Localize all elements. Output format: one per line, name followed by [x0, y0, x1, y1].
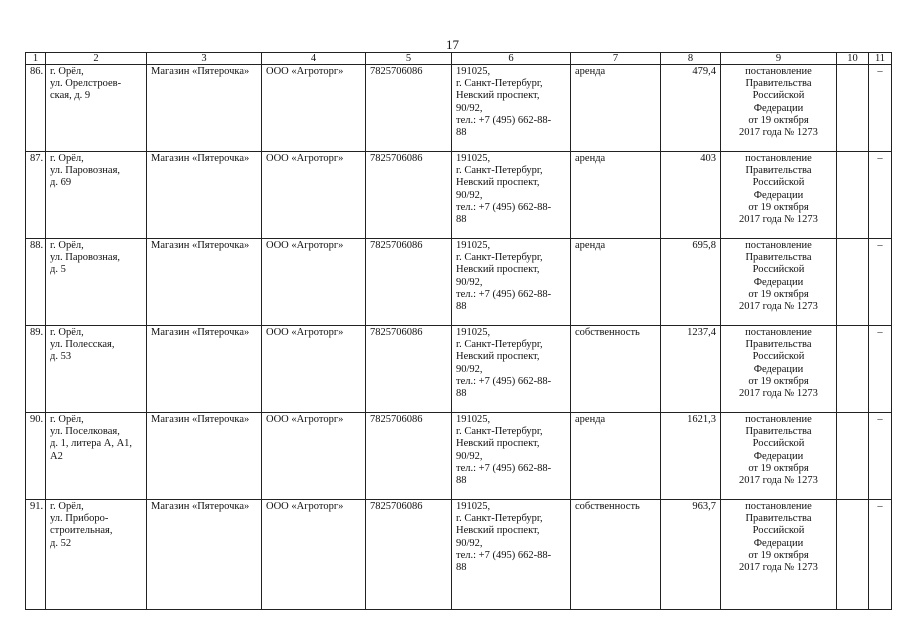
- organization-address-line: 90/92,: [456, 102, 483, 114]
- object-address: [46, 413, 147, 500]
- column-header: 11: [869, 53, 892, 65]
- organization-address-line: г. Санкт-Петербург,: [456, 78, 543, 90]
- organization-address-line: тел.: +7 (495) 662-88-: [456, 375, 552, 387]
- organization-address-line: г. Санкт-Петербург,: [456, 252, 543, 264]
- object-name: Магазин «Пятерочка»: [147, 326, 262, 413]
- ownership-type: аренда: [571, 413, 661, 500]
- object-name: Магазин «Пятерочка»: [147, 65, 262, 152]
- object-address: [46, 500, 147, 610]
- organization-name: ООО «Агроторг»: [262, 65, 366, 152]
- ownership-type: аренда: [571, 65, 661, 152]
- legal-basis-line: от 19 октября: [748, 462, 809, 474]
- organization-address-line: тел.: +7 (495) 662-88-: [456, 201, 552, 213]
- organization-address-line: 191025,: [456, 327, 491, 338]
- column-header: 4: [262, 53, 366, 65]
- area-value: 963,7: [661, 500, 721, 610]
- object-name: Магазин «Пятерочка»: [147, 239, 262, 326]
- organization-inn: 7825706086: [366, 326, 452, 413]
- organization-address-line: тел.: +7 (495) 662-88-: [456, 549, 552, 561]
- column-header: 2: [46, 53, 147, 65]
- column-10-cell: [837, 326, 869, 413]
- object-address: [46, 65, 147, 152]
- legal-basis-line: 2017 года № 1273: [739, 301, 818, 313]
- organization-inn: 7825706086: [366, 152, 452, 239]
- column-header: 3: [147, 53, 262, 65]
- organization-address: [452, 500, 571, 610]
- organization-address-line: г. Санкт-Петербург,: [456, 339, 543, 351]
- page-number: 17: [446, 37, 459, 52]
- legal-basis-line: постановление: [745, 414, 812, 425]
- organization-address-line: г. Санкт-Петербург,: [456, 513, 543, 525]
- legal-basis-line: 2017 года № 1273: [739, 127, 818, 139]
- organization-address-line: 191025,: [456, 414, 491, 425]
- organization-name: ООО «Агроторг»: [262, 413, 366, 500]
- column-header: 5: [366, 53, 452, 65]
- legal-basis-line: Правительства: [745, 426, 812, 438]
- legal-basis-line: Федерации: [753, 102, 804, 114]
- legal-basis-line: Федерации: [753, 450, 804, 462]
- table-row: [26, 152, 892, 239]
- legal-basis-line: Правительства: [745, 165, 812, 177]
- ownership-type: аренда: [571, 239, 661, 326]
- object-address-line: строительная,: [50, 525, 113, 537]
- legal-basis-line: Правительства: [745, 252, 812, 264]
- organization-address-line: 90/92,: [456, 537, 483, 549]
- organization-address: [452, 326, 571, 413]
- ownership-type: собственность: [571, 326, 661, 413]
- legal-basis-line: Российской: [752, 525, 805, 537]
- legal-basis-line: постановление: [745, 327, 812, 338]
- column-header: 10: [837, 53, 869, 65]
- legal-basis-line: Федерации: [753, 189, 804, 201]
- legal-basis-line: 2017 года № 1273: [739, 475, 818, 487]
- area-value: 479,4: [661, 65, 721, 152]
- legal-basis-line: от 19 октября: [748, 549, 809, 561]
- object-address-line: г. Орёл,: [50, 240, 84, 251]
- organization-address-line: 90/92,: [456, 276, 483, 288]
- organization-address-line: 90/92,: [456, 363, 483, 375]
- organization-address: [452, 239, 571, 326]
- row-number: 87.: [26, 152, 46, 239]
- object-address-line: ул. Паровозная,: [50, 252, 121, 264]
- organization-address-line: 90/92,: [456, 189, 483, 201]
- legal-basis: [721, 239, 837, 326]
- ownership-type: собственность: [571, 500, 661, 610]
- object-name: Магазин «Пятерочка»: [147, 152, 262, 239]
- legal-basis-line: 2017 года № 1273: [739, 388, 818, 400]
- organization-address-line: г. Санкт-Петербург,: [456, 165, 543, 177]
- object-address-line: ул. Орелстроев-: [50, 78, 122, 90]
- object-address-line: д. 53: [50, 351, 72, 363]
- object-address-line: д. 69: [50, 177, 72, 189]
- object-address-line: ул. Полесская,: [50, 339, 115, 351]
- legal-basis-line: от 19 октября: [748, 114, 809, 126]
- object-address-line: г. Орёл,: [50, 414, 84, 425]
- column-11-cell: –: [869, 65, 892, 152]
- legal-basis-line: Правительства: [745, 78, 812, 90]
- organization-address-line: 191025,: [456, 66, 491, 77]
- column-10-cell: [837, 152, 869, 239]
- object-address: [46, 152, 147, 239]
- column-10-cell: [837, 239, 869, 326]
- organization-inn: 7825706086: [366, 239, 452, 326]
- organization-address-line: тел.: +7 (495) 662-88-: [456, 114, 552, 126]
- column-header: 9: [721, 53, 837, 65]
- object-address: [46, 326, 147, 413]
- organization-name: ООО «Агроторг»: [262, 239, 366, 326]
- column-11-cell: –: [869, 239, 892, 326]
- legal-basis-line: от 19 октября: [748, 288, 809, 300]
- object-address-line: ул. Поселковая,: [50, 426, 120, 438]
- table-body: [26, 65, 892, 610]
- organization-address-line: г. Санкт-Петербург,: [456, 426, 543, 438]
- organization-address-line: 191025,: [456, 153, 491, 164]
- organization-address: [452, 413, 571, 500]
- table-row: [26, 65, 892, 152]
- legal-basis-line: постановление: [745, 66, 812, 77]
- column-10-cell: [837, 65, 869, 152]
- legal-basis-line: Российской: [752, 351, 805, 363]
- legal-basis-line: от 19 октября: [748, 201, 809, 213]
- legal-basis-line: Российской: [752, 177, 805, 189]
- object-address-line: г. Орёл,: [50, 66, 84, 77]
- organization-address-line: Невский проспект,: [456, 264, 540, 276]
- legal-basis-line: Правительства: [745, 513, 812, 525]
- object-address-line: ул. Паровозная,: [50, 165, 121, 177]
- legal-basis-line: 2017 года № 1273: [739, 562, 818, 574]
- legal-basis: [721, 500, 837, 610]
- object-address-line: д. 52: [50, 537, 72, 549]
- column-10-cell: [837, 413, 869, 500]
- organization-address: [452, 152, 571, 239]
- column-header: 7: [571, 53, 661, 65]
- column-11-cell: –: [869, 326, 892, 413]
- column-header: 8: [661, 53, 721, 65]
- organization-address-line: 88: [456, 475, 467, 487]
- organization-inn: 7825706086: [366, 65, 452, 152]
- object-address-line: г. Орёл,: [50, 327, 84, 338]
- organization-address-line: Невский проспект,: [456, 438, 540, 450]
- legal-basis-line: постановление: [745, 501, 812, 512]
- column-11-cell: –: [869, 152, 892, 239]
- legal-basis: [721, 413, 837, 500]
- legal-basis-line: Российской: [752, 264, 805, 276]
- organization-address-line: 88: [456, 388, 467, 400]
- organization-name: ООО «Агроторг»: [262, 152, 366, 239]
- organization-address-line: Невский проспект,: [456, 177, 540, 189]
- table-row: [26, 326, 892, 413]
- row-number: 91.: [26, 500, 46, 610]
- table-row: [26, 500, 892, 610]
- object-address-line: ул. Приборо-: [50, 513, 109, 525]
- object-name: Магазин «Пятерочка»: [147, 413, 262, 500]
- column-header: 1: [26, 53, 46, 65]
- object-name: Магазин «Пятерочка»: [147, 500, 262, 610]
- legal-basis-line: Федерации: [753, 537, 804, 549]
- organization-address-line: 90/92,: [456, 450, 483, 462]
- legal-basis-line: Правительства: [745, 339, 812, 351]
- legal-basis: [721, 326, 837, 413]
- organization-address-line: 191025,: [456, 240, 491, 251]
- column-10-cell: [837, 500, 869, 610]
- column-11-cell: –: [869, 413, 892, 500]
- row-number: 88.: [26, 239, 46, 326]
- organization-address-line: Невский проспект,: [456, 351, 540, 363]
- legal-basis-line: от 19 октября: [748, 375, 809, 387]
- object-address-line: А2: [50, 450, 63, 462]
- organization-address-line: 88: [456, 301, 467, 313]
- table-row: [26, 239, 892, 326]
- object-address-line: ская, д. 9: [50, 90, 91, 102]
- column-header: 6: [452, 53, 571, 65]
- organization-address-line: Невский проспект,: [456, 525, 540, 537]
- legal-basis-line: постановление: [745, 153, 812, 164]
- table-row: [26, 413, 892, 500]
- legal-basis-line: Федерации: [753, 276, 804, 288]
- organization-address-line: 88: [456, 127, 467, 139]
- column-11-cell: –: [869, 500, 892, 610]
- organization-inn: 7825706086: [366, 413, 452, 500]
- organization-address-line: тел.: +7 (495) 662-88-: [456, 462, 552, 474]
- legal-basis-line: 2017 года № 1273: [739, 214, 818, 226]
- registry-table: [25, 52, 892, 610]
- organization-address-line: тел.: +7 (495) 662-88-: [456, 288, 552, 300]
- object-address-line: г. Орёл,: [50, 501, 84, 512]
- organization-address-line: 88: [456, 214, 467, 226]
- object-address-line: д. 1, литера А, А1,: [50, 438, 133, 450]
- organization-address: [452, 65, 571, 152]
- header-row: [26, 53, 892, 65]
- area-value: 1237,4: [661, 326, 721, 413]
- object-address-line: г. Орёл,: [50, 153, 84, 164]
- legal-basis-line: Российской: [752, 438, 805, 450]
- organization-name: ООО «Агроторг»: [262, 500, 366, 610]
- organization-inn: 7825706086: [366, 500, 452, 610]
- legal-basis-line: постановление: [745, 240, 812, 251]
- organization-name: ООО «Агроторг»: [262, 326, 366, 413]
- organization-address-line: 191025,: [456, 501, 491, 512]
- area-value: 1621,3: [661, 413, 721, 500]
- ownership-type: аренда: [571, 152, 661, 239]
- organization-address-line: 88: [456, 562, 467, 574]
- legal-basis-line: Российской: [752, 90, 805, 102]
- area-value: 695,8: [661, 239, 721, 326]
- organization-address-line: Невский проспект,: [456, 90, 540, 102]
- row-number: 90.: [26, 413, 46, 500]
- legal-basis: [721, 152, 837, 239]
- area-value: 403: [661, 152, 721, 239]
- row-number: 86.: [26, 65, 46, 152]
- legal-basis-line: Федерации: [753, 363, 804, 375]
- object-address-line: д. 5: [50, 264, 66, 276]
- legal-basis: [721, 65, 837, 152]
- object-address: [46, 239, 147, 326]
- row-number: 89.: [26, 326, 46, 413]
